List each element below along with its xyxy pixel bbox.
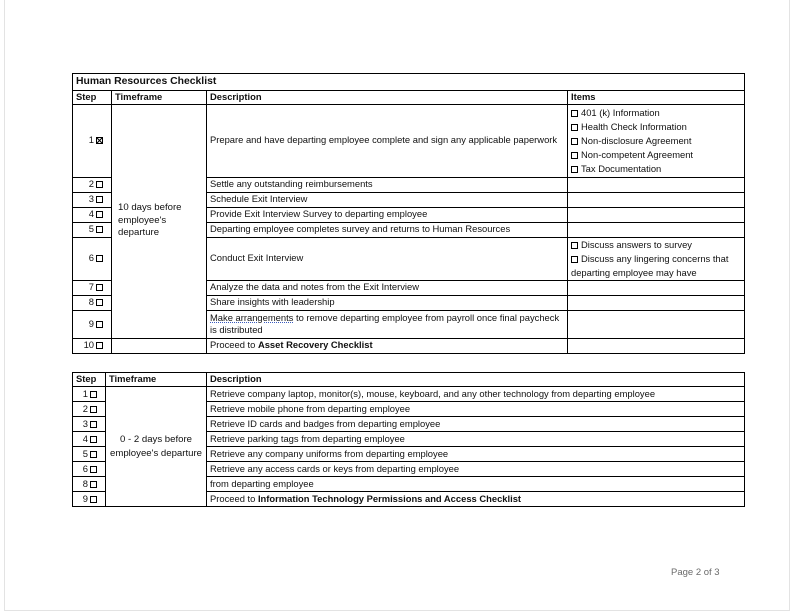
checkbox[interactable]: [96, 342, 103, 349]
items-cell: [568, 207, 745, 222]
checkbox[interactable]: [96, 226, 103, 233]
checkbox[interactable]: [96, 211, 103, 218]
description-cell: Conduct Exit Interview: [207, 237, 568, 280]
step-cell: 2: [73, 402, 106, 417]
item-checkbox-line: Non-disclosure Agreement: [571, 134, 741, 148]
header-timeframe: Timeframe: [106, 373, 207, 387]
description-cell: Settle any outstanding reimbursements: [207, 177, 568, 192]
items-cell: [568, 310, 745, 338]
checkbox[interactable]: [571, 124, 578, 131]
checkbox[interactable]: [96, 255, 103, 262]
checkbox[interactable]: [96, 284, 103, 291]
items-cell: [568, 222, 745, 237]
description-cell: Share insights with leadership: [207, 295, 568, 310]
checkbox[interactable]: [571, 256, 578, 263]
table-title: Human Resources Checklist: [73, 74, 745, 91]
item-checkbox-line: Non-competent Agreement: [571, 148, 741, 162]
step-cell: 6: [73, 237, 112, 280]
step-cell: 4: [73, 432, 106, 447]
header-description: Description: [207, 373, 745, 387]
items-cell: [568, 104, 745, 177]
items-cell: [568, 280, 745, 295]
header-timeframe: Timeframe: [112, 90, 207, 104]
description-cell: Prepare and have departing employee complete and sign any applicable paperwork: [207, 104, 568, 177]
checkbox[interactable]: [90, 421, 97, 428]
checkbox[interactable]: [90, 436, 97, 443]
header-step: Step: [73, 90, 112, 104]
step-cell: 1: [73, 387, 106, 402]
checkbox[interactable]: [90, 451, 97, 458]
items-cell: [568, 338, 745, 353]
step-cell: 8: [73, 477, 106, 492]
description-cell: from departing employee: [207, 477, 745, 492]
checkbox[interactable]: [96, 321, 103, 328]
description-cell: Retrieve ID cards and badges from departing employee: [207, 417, 745, 432]
checked-checkbox[interactable]: [96, 137, 103, 144]
step-cell: 5: [73, 222, 112, 237]
step-cell: 6: [73, 462, 106, 477]
checkbox[interactable]: [90, 496, 97, 503]
description-cell: Retrieve company laptop, monitor(s), mouse, keyboard, and any other technology from departing employee: [207, 387, 745, 402]
table-row: [73, 338, 745, 353]
checkbox[interactable]: [96, 299, 103, 306]
item-checkbox-line: Health Check Information: [571, 120, 741, 134]
item-checkbox-line: Tax Documentation: [571, 162, 741, 176]
item-checkbox-line: Discuss answers to survey: [571, 238, 741, 252]
description-cell: Schedule Exit Interview: [207, 192, 568, 207]
description-cell: Provide Exit Interview Survey to departing employee: [207, 207, 568, 222]
table-row: [73, 387, 745, 402]
checkbox[interactable]: [96, 181, 103, 188]
checkbox[interactable]: [571, 152, 578, 159]
description-cell: Make arrangements to remove departing employee from payroll once final paycheck is distributed: [207, 310, 568, 338]
header-description: Description: [207, 90, 568, 104]
timeframe-cell: 0 - 2 days before employee's departure: [106, 387, 207, 507]
checkbox[interactable]: [571, 242, 578, 249]
description-cell: Analyze the data and notes from the Exit Interview: [207, 280, 568, 295]
step-cell: 7: [73, 280, 112, 295]
checkbox[interactable]: [571, 110, 578, 117]
step-cell: 10: [73, 338, 112, 353]
checkbox[interactable]: [571, 166, 578, 173]
spellcheck-underlined-text: Make arrangements: [210, 311, 294, 323]
linked-checklist-name: Information Technology Permissions and Access Checklist: [257, 492, 522, 504]
timeframe-cell: 10 days before employee's departure: [112, 104, 207, 338]
hr-checklist-table: [72, 73, 745, 354]
description-cell: Departing employee completes survey and returns to Human Resources: [207, 222, 568, 237]
step-cell: 3: [73, 192, 112, 207]
checkbox[interactable]: [90, 466, 97, 473]
linked-checklist-name: Asset Recovery Checklist: [257, 339, 373, 351]
item-checkbox-line: 401 (k) Information: [571, 106, 741, 120]
step-cell: 2: [73, 177, 112, 192]
step-cell: 9: [73, 492, 106, 507]
item-checkbox-line: Discuss any lingering concerns that departing employee may have: [571, 252, 729, 278]
description-cell: Retrieve any access cards or keys from departing employee: [207, 462, 745, 477]
header-items: Items: [568, 90, 745, 104]
table-row: [73, 104, 745, 177]
step-cell: 1: [73, 104, 112, 177]
description-cell: Proceed to Information Technology Permissions and Access Checklist: [207, 492, 745, 507]
items-cell: [568, 237, 745, 280]
checkbox[interactable]: [96, 196, 103, 203]
timeframe-cell-empty: [112, 338, 207, 353]
header-step: Step: [73, 373, 106, 387]
step-cell: 3: [73, 417, 106, 432]
description-cell: Retrieve mobile phone from departing employee: [207, 402, 745, 417]
description-cell: Retrieve any company uniforms from departing employee: [207, 447, 745, 462]
items-cell: [568, 177, 745, 192]
items-cell: [568, 192, 745, 207]
step-cell: 4: [73, 207, 112, 222]
step-cell: 8: [73, 295, 112, 310]
page-number: Page 2 of 3: [671, 567, 720, 578]
checkbox[interactable]: [90, 406, 97, 413]
step-cell: 5: [73, 447, 106, 462]
description-cell: Proceed to Asset Recovery Checklist: [207, 338, 568, 353]
checkbox[interactable]: [90, 481, 97, 488]
checkbox[interactable]: [571, 138, 578, 145]
step-cell: 9: [73, 310, 112, 338]
asset-recovery-table: [72, 372, 745, 507]
items-cell: [568, 295, 745, 310]
description-cell: Retrieve parking tags from departing employee: [207, 432, 745, 447]
checkbox[interactable]: [90, 391, 97, 398]
